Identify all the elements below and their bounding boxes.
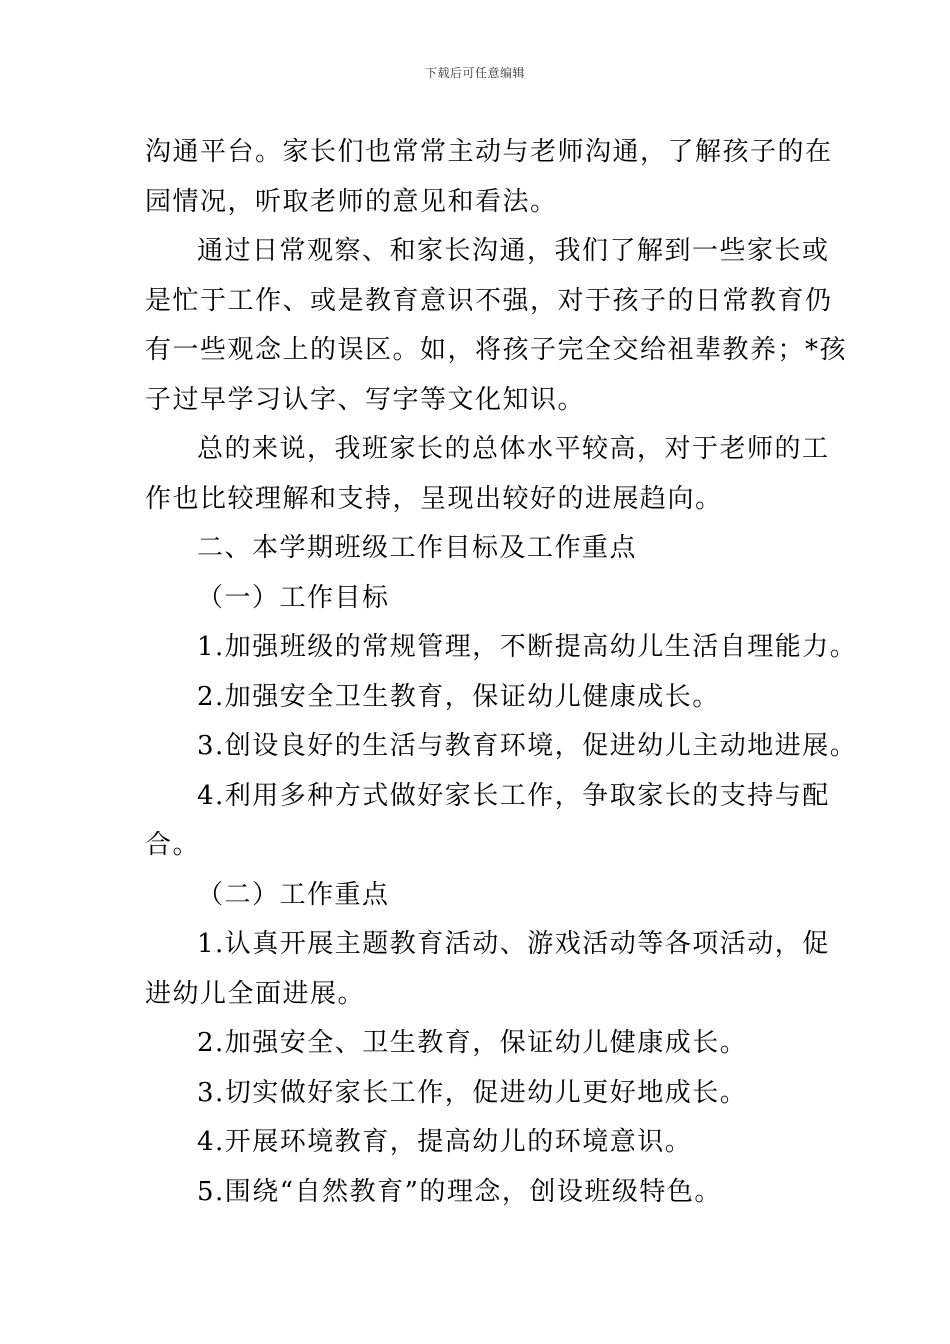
section-heading: 二、本学期班级工作目标及工作重点 xyxy=(197,533,638,563)
list-item: 3.切实做好家长工作，促进幼儿更好地成长。 xyxy=(197,1077,748,1108)
paragraph-line: 园情况，听取老师的意见和看法。 xyxy=(145,186,558,217)
list-item: 4.开展环境教育，提高幼儿的环境意识。 xyxy=(197,1127,693,1157)
paragraph-line: 作也比较理解和支持，呈现出较好的进展趋向。 xyxy=(145,483,723,514)
paragraph-line: 是忙于工作、或是教育意识不强，对于孩子的日常教育仍 xyxy=(145,285,833,316)
list-item: 4.利用多种方式做好家长工作，争取家长的支持与配 xyxy=(197,780,830,811)
paragraph-line: 子过早学习认字、写字等文化知识。 xyxy=(145,384,586,415)
list-item-continuation: 进幼儿全面进展。 xyxy=(145,978,366,1009)
list-item: 5.围绕“自然教育”的理念，创设班级特色。 xyxy=(197,1176,722,1207)
paragraph-line: 沟通平台。家长们也常常主动与老师沟通，了解孩子的在 xyxy=(145,137,833,167)
paragraph-line: 通过日常观察、和家长沟通，我们了解到一些家长或 xyxy=(197,236,830,266)
list-item: 2.加强安全卫生教育，保证幼儿健康成长。 xyxy=(197,681,720,712)
document-body xyxy=(145,128,858,1217)
list-item: 3.创设良好的生活与教育环境，促进幼儿主动地进展。 xyxy=(197,731,858,761)
list-item-continuation: 合。 xyxy=(145,830,201,860)
paragraph-line: 有一些观念上的误区。如，将孩子完全交给祖辈教养；*孩 xyxy=(145,335,848,365)
subsection-heading: （二）工作重点 xyxy=(197,879,390,910)
list-item: 2.加强安全、卫生教育，保证幼儿健康成长。 xyxy=(197,1028,748,1058)
subsection-heading: （一）工作目标 xyxy=(197,582,390,613)
list-item: 1.认真开展主题教育活动、游戏活动等各项活动，促 xyxy=(197,929,830,959)
paragraph-line: 总的来说，我班家长的总体水平较高，对于老师的工 xyxy=(197,434,830,464)
page-header: 下载后可任意编辑 xyxy=(424,66,525,80)
list-item: 1.加强班级的常规管理，不断提高幼儿生活自理能力。 xyxy=(197,632,858,662)
